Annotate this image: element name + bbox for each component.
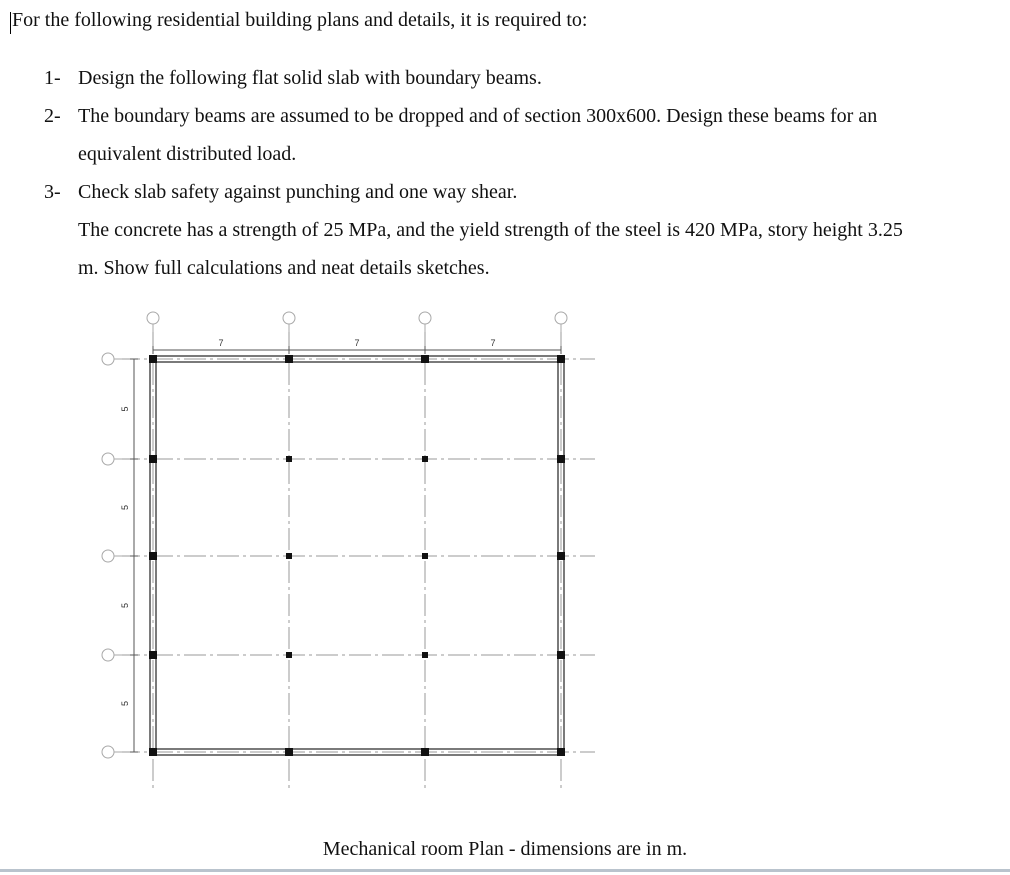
span-label-y: 5	[120, 700, 130, 707]
grid-bubbles	[102, 312, 567, 758]
page-bottom-rule	[0, 869, 1010, 872]
span-label-y: 5	[120, 406, 130, 412]
span-label-x: 7	[354, 338, 360, 348]
requirement-1-text: Design the following flat solid slab with boundary beams.	[78, 67, 542, 89]
span-label-x: 7	[490, 338, 496, 348]
notes-line-2: m. Show full calculations and neat details sketches.	[78, 257, 490, 279]
vertical-grid-axes	[153, 330, 561, 790]
plan-caption: Mechanical room Plan - dimensions are in m.	[322, 838, 688, 860]
requirement-3-number: 3-	[44, 181, 61, 203]
notes-line-1: The concrete has a strength of 25 MPa, and the yield strength of the steel is 420 MPa, story height 3.25	[78, 219, 903, 241]
requirement-3-text: Check slab safety against punching and one way shear.	[78, 181, 518, 203]
requirement-2-number: 2-	[44, 105, 61, 127]
span-label-y: 5	[120, 504, 130, 511]
span-label-x: 7	[218, 338, 224, 348]
requirement-2-text: The boundary beams are assumed to be dropped and of section 300x600. Design these beams for an	[78, 105, 878, 127]
intro-text: For the following residential building plans and details, it is required to:	[12, 9, 588, 31]
requirement-2-continuation: equivalent distributed load.	[78, 143, 297, 165]
span-label-y: 5	[120, 602, 130, 609]
dimension-lines	[130, 346, 561, 752]
requirement-1-number: 1-	[44, 67, 61, 89]
horizontal-grid-axes	[118, 359, 595, 752]
